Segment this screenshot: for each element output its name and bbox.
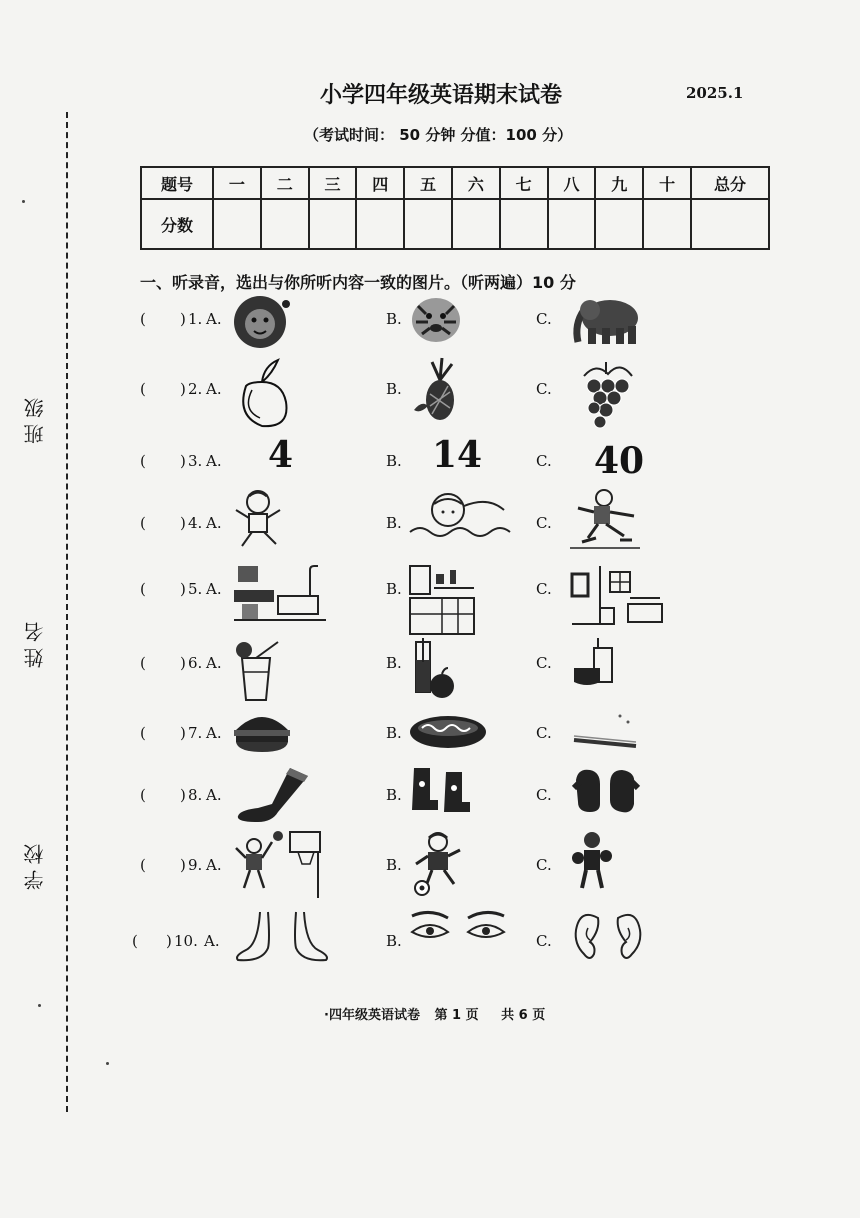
answer-paren-close: ) <box>180 856 186 874</box>
tiger-icon[interactable] <box>408 294 464 350</box>
option-b-label: B. <box>386 724 402 742</box>
score-cell[interactable] <box>452 199 500 249</box>
answer-paren-close: ) <box>166 932 172 950</box>
answer-paren-close: ) <box>180 724 186 742</box>
question-number-header: 题号 <box>141 167 213 199</box>
sock-icon[interactable] <box>232 766 316 830</box>
basketball-icon[interactable] <box>232 830 324 904</box>
answer-paren-close: ) <box>180 380 186 398</box>
option-a-label: A. <box>204 932 220 950</box>
col-8: 八 <box>548 167 596 199</box>
hot-dog-icon[interactable] <box>408 710 488 756</box>
lion-icon[interactable] <box>232 294 292 354</box>
option-c-label: C. <box>536 932 552 950</box>
answer-paren-open: ( <box>140 580 146 598</box>
answer-paren-open: ( <box>132 932 138 950</box>
score-cell[interactable] <box>261 199 309 249</box>
answer-blank[interactable] <box>150 310 180 330</box>
kitchen-icon[interactable] <box>408 564 478 640</box>
pineapple-icon[interactable] <box>408 356 464 428</box>
exam-date: 2025.1 <box>686 84 744 102</box>
answer-paren-open: ( <box>140 856 146 874</box>
page-footer <box>324 1004 545 1023</box>
living-room-icon[interactable] <box>570 564 666 632</box>
col-2: 二 <box>261 167 309 199</box>
answer-blank[interactable] <box>150 514 180 534</box>
score-cell[interactable] <box>595 199 643 249</box>
question-number: 3. <box>188 452 203 470</box>
question-number: 7. <box>188 724 203 742</box>
feet-icon[interactable] <box>232 910 332 968</box>
option-a-label: A. <box>206 310 222 328</box>
option-c-label: C. <box>536 856 552 874</box>
option-b-label: B. <box>386 380 402 398</box>
option-b-label: B. <box>386 856 402 874</box>
drink-apple-icon[interactable] <box>408 638 458 704</box>
answer-paren-close: ) <box>180 310 186 328</box>
question-row <box>0 500 860 570</box>
answer-paren-open: ( <box>140 380 146 398</box>
noodles-icon[interactable] <box>570 710 642 758</box>
answer-paren-open: ( <box>140 310 146 328</box>
option-c-label: C. <box>536 310 552 328</box>
gloves-icon[interactable] <box>570 766 642 820</box>
col-4: 四 <box>356 167 404 199</box>
mango-icon[interactable] <box>232 356 298 436</box>
question-number: 6. <box>188 654 203 672</box>
footer-page: 第 1 页 <box>434 1008 479 1023</box>
question-row <box>0 918 860 988</box>
question-number: 5. <box>188 580 203 598</box>
answer-paren-close: ) <box>180 452 186 470</box>
option-a-label: A. <box>206 786 222 804</box>
score-cell[interactable] <box>356 199 404 249</box>
class-label: 班级 <box>23 392 47 444</box>
question-number: 8. <box>188 786 203 804</box>
school-label: 学校 <box>23 838 47 890</box>
col-1: 一 <box>213 167 261 199</box>
answer-blank[interactable] <box>150 452 180 472</box>
section-1-title: 一、听录音，选出与你所听内容一致的图片。（听两遍）10 分 <box>140 273 576 292</box>
option-b-label: B. <box>386 310 402 328</box>
answer-blank[interactable] <box>150 856 180 876</box>
eyes-icon[interactable] <box>408 910 508 950</box>
option-b-label: B. <box>386 452 402 470</box>
question-row <box>0 566 860 636</box>
question-row <box>0 842 860 912</box>
hamburger-icon[interactable] <box>232 710 292 758</box>
col-3: 三 <box>309 167 357 199</box>
answer-paren-close: ) <box>180 514 186 532</box>
option-c-label: C. <box>536 724 552 742</box>
scan-speck <box>106 1062 109 1065</box>
option-c-label: C. <box>536 380 552 398</box>
score-cell[interactable] <box>309 199 357 249</box>
option-b-label: B. <box>386 580 402 598</box>
option-a-label: A. <box>206 452 222 470</box>
answer-paren-open: ( <box>140 654 146 672</box>
cup-icon[interactable] <box>570 638 620 694</box>
option-b-label: B. <box>386 514 402 532</box>
exam-info: （考试时间： 50 分钟 分值：100 分） <box>304 126 573 144</box>
score-row-header: 分数 <box>141 199 213 249</box>
swimming-icon[interactable] <box>408 488 518 548</box>
option-a-label: A. <box>206 514 222 532</box>
boots-icon[interactable] <box>408 766 478 818</box>
option-c-label: C. <box>536 580 552 598</box>
answer-paren-close: ) <box>180 654 186 672</box>
question-row <box>0 640 860 710</box>
score-cell[interactable] <box>404 199 452 249</box>
col-10: 十 <box>643 167 691 199</box>
score-table <box>140 166 770 250</box>
option-c-label: C. <box>536 654 552 672</box>
scan-speck <box>38 1004 41 1007</box>
question-row <box>0 366 860 436</box>
answer-paren-open: ( <box>140 514 146 532</box>
score-cell[interactable] <box>213 199 261 249</box>
skating-icon[interactable] <box>570 488 646 556</box>
total-header: 总分 <box>691 167 769 199</box>
option-a-label: A. <box>206 380 222 398</box>
question-number: 4. <box>188 514 203 532</box>
question-number: 1. <box>188 310 203 328</box>
answer-blank[interactable] <box>150 724 180 744</box>
question-number: 9. <box>188 856 203 874</box>
answer-blank[interactable] <box>150 786 180 806</box>
name-label: 姓名 <box>23 616 47 668</box>
footer-subject: ·四年级英语试卷 <box>324 1008 420 1023</box>
footer-total: 共 6 页 <box>501 1008 546 1023</box>
answer-paren-close: ) <box>180 580 186 598</box>
answer-paren-open: ( <box>140 724 146 742</box>
option-b-label: B. <box>386 654 402 672</box>
answer-blank[interactable] <box>150 580 180 600</box>
score-cell[interactable] <box>548 199 596 249</box>
question-number: 10. <box>174 932 198 950</box>
score-cell[interactable] <box>500 199 548 249</box>
juice-icon[interactable] <box>232 638 288 706</box>
option-a-label: A. <box>206 856 222 874</box>
option-b-label: B. <box>386 786 402 804</box>
answer-paren-open: ( <box>140 452 146 470</box>
option-c-label: C. <box>536 514 552 532</box>
option-a-number[interactable]: 4 <box>268 434 294 476</box>
answer-blank[interactable] <box>150 380 180 400</box>
answer-blank[interactable] <box>150 654 180 674</box>
answer-paren-open: ( <box>140 786 146 804</box>
option-b-number[interactable]: 14 <box>432 434 483 476</box>
option-a-label: A. <box>206 654 222 672</box>
scan-speck <box>22 200 25 203</box>
bathroom-icon[interactable] <box>232 564 328 628</box>
football-icon[interactable] <box>408 830 468 900</box>
question-number: 2. <box>188 380 203 398</box>
col-6: 六 <box>452 167 500 199</box>
answer-paren-close: ) <box>180 786 186 804</box>
option-a-label: A. <box>206 580 222 598</box>
elephant-icon[interactable] <box>570 294 642 350</box>
option-c-label: C. <box>536 452 552 470</box>
col-9: 九 <box>595 167 643 199</box>
option-c-number[interactable]: 40 <box>594 440 645 482</box>
exam-title: 小学四年级英语期末试卷 <box>320 83 563 108</box>
option-b-label: B. <box>386 932 402 950</box>
total-cell[interactable] <box>691 199 769 249</box>
ears-icon[interactable] <box>570 910 646 968</box>
option-c-label: C. <box>536 786 552 804</box>
col-7: 七 <box>500 167 548 199</box>
score-cell[interactable] <box>643 199 691 249</box>
grapes-icon[interactable] <box>570 356 640 438</box>
option-a-label: A. <box>206 724 222 742</box>
boy-jumping-icon[interactable] <box>232 488 284 556</box>
col-5: 五 <box>404 167 452 199</box>
boxing-icon[interactable] <box>570 830 614 896</box>
